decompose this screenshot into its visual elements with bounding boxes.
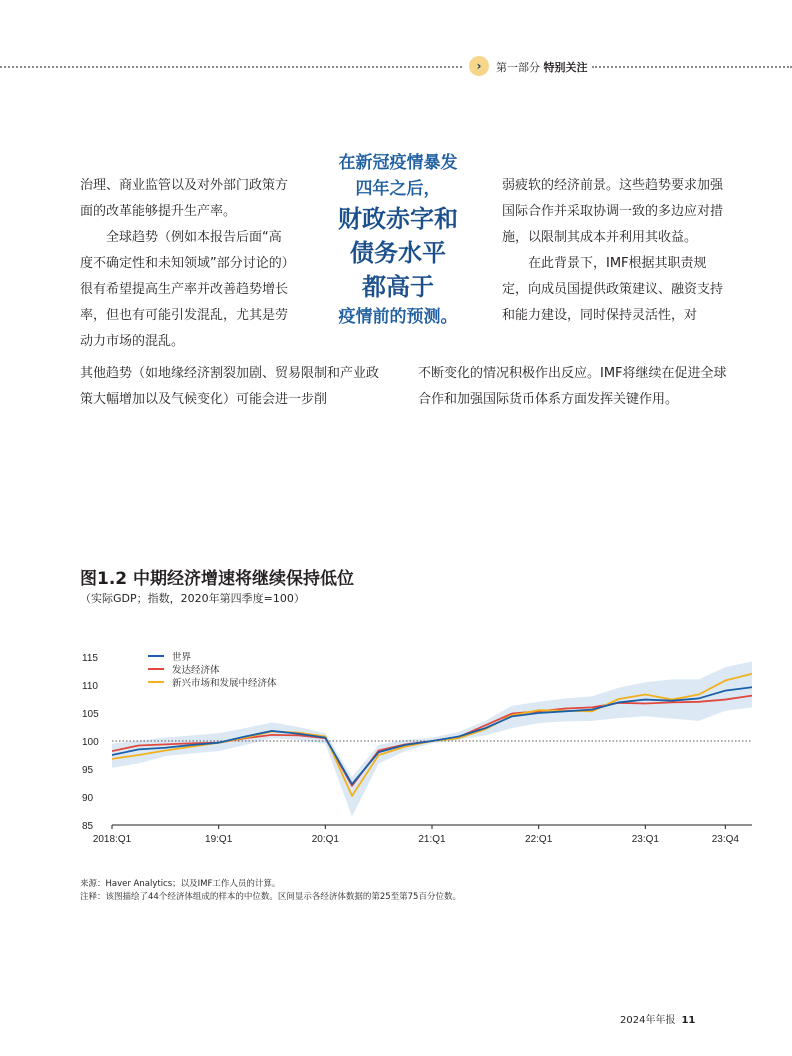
pull-quote-line-6: 疫情前的预测。	[338, 307, 458, 327]
x-tick-label: 2018:Q1	[92, 834, 132, 845]
y-tick-label: 115	[82, 653, 98, 664]
legend-label-advanced: 发达经济体	[172, 665, 220, 676]
right-paragraph-1: 弱疲软的经济前景。这些趋势要求加强国际合作并采取协调一致的多边应对措施，以限制其成本并利用其收益。	[502, 178, 724, 245]
legend-label-emerging: 新兴市场和发展中经济体	[172, 678, 277, 689]
y-tick-label: 105	[82, 709, 99, 720]
left-column-bottom	[80, 361, 390, 413]
left-paragraph-2: 全球趋势（例如本报告后面“高度不确定性和未知领域”部分讨论的）很有希望提高生产率并改善趋势增长率，但也有可能引发混乱，尤其是劳动力市场的混乱。	[80, 230, 289, 349]
figure-note: 注释：该图描绘了44个经济体组成的样本的中位数。区间显示各经济体数据的第25至第75百分位数。	[80, 892, 461, 902]
x-tick-label: 22:Q1	[525, 834, 553, 845]
figure-subtitle: （实际GDP；指数，2020年第四季度=100）	[80, 592, 305, 605]
left-paragraph-2-continued: 其他趋势（如地缘经济割裂加剧、贸易限制和产业政策大幅增加以及气候变化）可能会进一步削	[80, 366, 380, 407]
pull-quote-line-3: 财政赤字和	[338, 205, 458, 233]
y-tick-label: 95	[82, 765, 94, 776]
pull-quote-line-5: 都高于	[362, 273, 434, 301]
legend-label-world: 世界	[172, 652, 192, 663]
header-section: 第一部分	[496, 61, 540, 74]
page-footer	[620, 1011, 695, 1026]
running-header	[496, 59, 588, 75]
pull-quote-line-1: 在新冠疫情暴发	[338, 153, 458, 173]
figure-notes	[80, 878, 461, 904]
x-tick-label: 21:Q1	[418, 834, 446, 845]
header-rule-right	[592, 66, 792, 68]
line-chart	[76, 640, 756, 860]
footer-report: 2024年年报	[620, 1015, 676, 1026]
x-tick-label: 23:Q4	[711, 834, 739, 845]
x-tick-label: 20:Q1	[311, 834, 339, 845]
y-tick-label: 90	[82, 793, 94, 804]
pull-quote	[328, 150, 468, 330]
header-topic: 特别关注	[543, 61, 588, 74]
right-paragraph-2-continued: 不断变化的情况积极作出反应。IMF将继续在促进全球合作和加强国际货币体系方面发挥关键作用。	[418, 366, 727, 407]
x-tick-label: 23:Q1	[631, 834, 659, 845]
header-rule-left	[0, 66, 462, 68]
y-tick-label: 110	[82, 681, 98, 692]
left-paragraph-1: 治理、商业监管以及对外部门政策方面的改革能够提升生产率。	[80, 178, 289, 219]
y-tick-label: 100	[82, 737, 99, 748]
figure-title: 图1.2 中期经济增速将继续保持低位	[80, 569, 355, 589]
figure-source: 来源：Haver Analytics；以及IMF工作人员的计算。	[80, 879, 281, 889]
y-tick-label: 85	[82, 821, 94, 832]
pull-quote-line-2: 四年之后，	[355, 179, 441, 199]
page-number: 11	[681, 1015, 696, 1026]
right-paragraph-2: 在此背景下，IMF根据其职责规定，向成员国提供政策建议、融资支持和能力建设，同时保持灵活性，对	[502, 256, 724, 323]
right-column-bottom	[418, 361, 728, 413]
chevron-right-icon: ›	[469, 56, 489, 76]
x-tick-label: 19:Q1	[205, 834, 233, 845]
right-column	[502, 173, 728, 329]
left-column	[80, 173, 294, 355]
pull-quote-line-4: 债务水平	[350, 239, 446, 267]
